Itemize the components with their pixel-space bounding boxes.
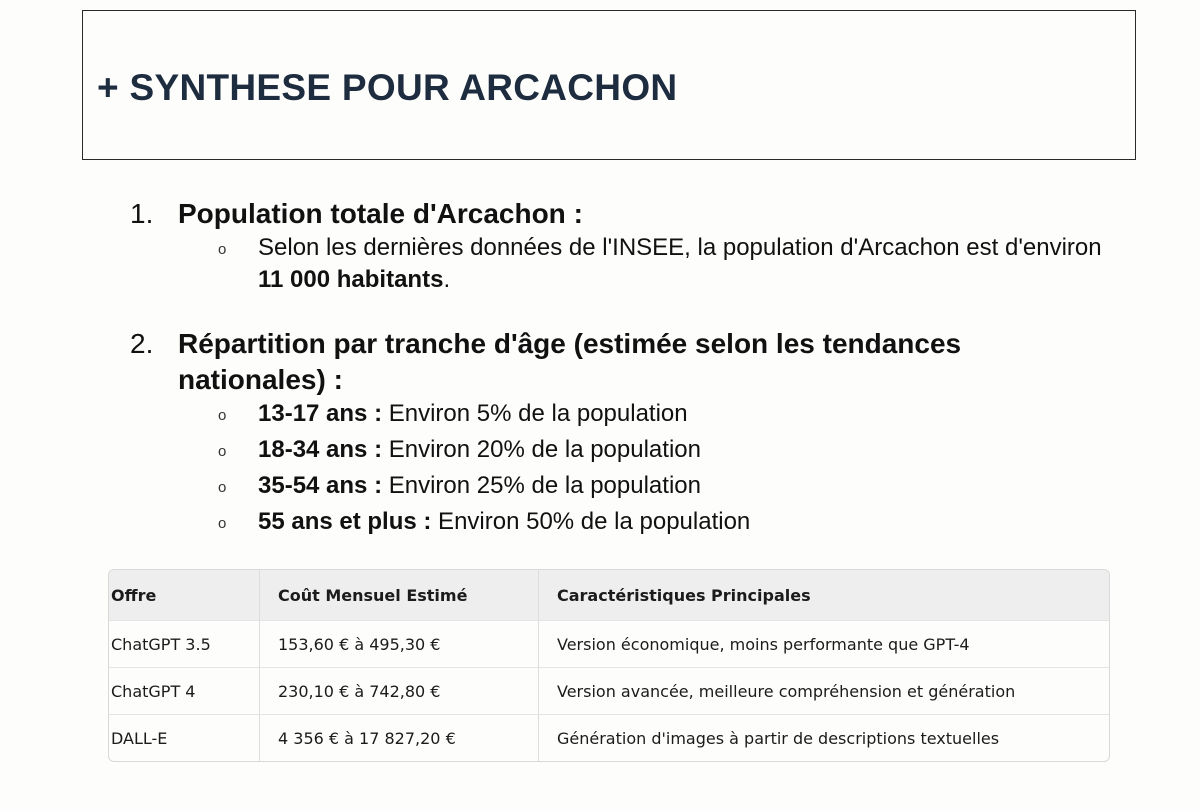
age-range-label: 35-54 ans : [258,472,383,499]
population-value: 11 000 habitants [258,266,444,293]
table-cell-caracteristiques: Génération d'images à partir de descriptions textuelles [539,715,1110,762]
age-range-text: Environ 20% de la population [382,436,701,463]
bullet-text: Selon les dernières données de l'INSEE, la population d'Arcachon est d'environ 11 000 habitants. [258,234,1102,293]
age-range-text: Environ 50% de la population [431,508,751,535]
bullet-list [130,232,1130,296]
table-cell-caracteristiques: Version avancée, meilleure compréhension et génération [539,668,1110,715]
table-cell-cout: 153,60 € à 495,30 € [260,621,539,668]
list-item [218,470,1130,506]
table [109,570,1109,761]
table-cell-offre: ChatGPT 3.5 [109,621,260,668]
bullet-icon: o [218,407,227,424]
list-item [218,398,1130,434]
column-header-caracteristiques: Caractéristiques Principales [539,570,1110,621]
table-row [109,715,1109,762]
section-heading [130,196,1130,232]
list-item [218,232,1130,296]
document-title: + SYNTHESE POUR ARCACHON [97,67,678,108]
section-heading [130,326,1130,398]
section-title: Répartition par tranche d'âge (estimée selon les tendances nationales) : [178,328,962,395]
table-cell-offre: DALL-E [111,728,168,748]
table-cell-caracteristiques: Version économique, moins performante que GPT-4 [539,621,1110,668]
age-range-label: 18-34 ans : [258,436,383,463]
table-row [109,668,1109,715]
bullet-icon: o [218,241,227,258]
title-box [82,10,1136,160]
bullet-icon: o [218,443,227,460]
age-range-text: Environ 25% de la population [382,472,701,499]
list-item [218,506,1130,542]
table-cell-offre: ChatGPT 4 [109,668,260,715]
bullet-icon: o [218,515,227,532]
table-row [109,621,1109,668]
pricing-table [108,569,1110,762]
table-cell-cout: 4 356 € à 17 827,20 € [260,715,539,762]
column-header-cout: Coût Mensuel Estimé [260,570,539,621]
section-number: 1. [130,198,154,229]
column-header-offre: Offre [109,570,260,621]
age-range-text: Environ 5% de la population [382,400,688,427]
age-range-label: 13-17 ans : [258,400,383,427]
section-number: 2. [130,328,154,359]
table-header-row [109,570,1109,621]
table-cell-cout: 230,10 € à 742,80 € [260,668,539,715]
list-item [218,434,1130,470]
section-title: Population totale d'Arcachon : [178,198,583,229]
bullet-list [130,398,1130,542]
age-range-label: 55 ans et plus : [258,508,432,535]
section-age-distribution [130,326,1130,542]
section-population [130,196,1130,296]
bullet-icon: o [218,479,227,496]
